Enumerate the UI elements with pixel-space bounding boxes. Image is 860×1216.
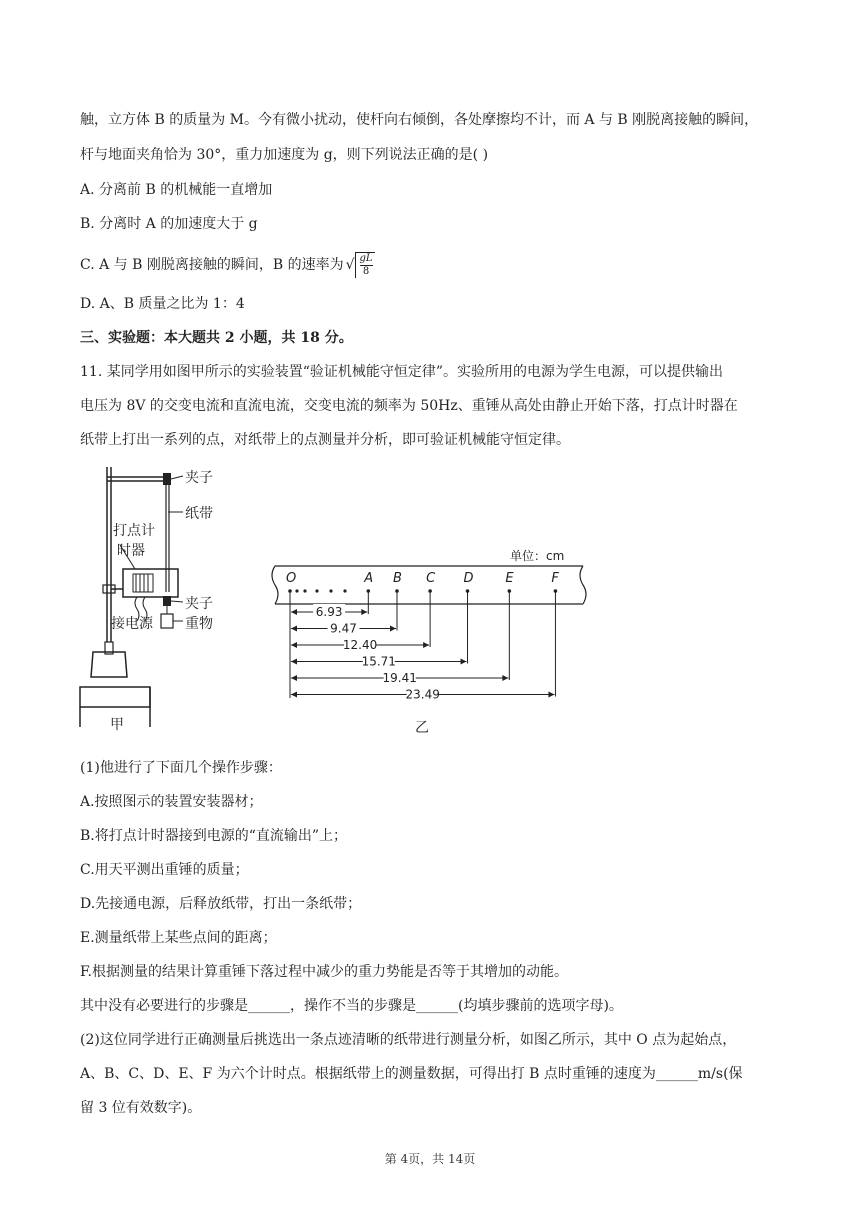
tape-label-O: O xyxy=(286,571,297,586)
figure-caption-jia: 甲 xyxy=(110,717,124,733)
step-f: F.根据测量的结果计算重锤下落过程中减少的重力势能是否等于其增加的动能。 xyxy=(80,964,568,980)
tape-label-F: F xyxy=(551,571,559,586)
page-footer: 第 4页，共 14页 xyxy=(384,1152,476,1166)
label-clip-bottom: 夹子 xyxy=(185,596,213,612)
tape-dot xyxy=(295,589,298,592)
tape-dot xyxy=(303,589,306,592)
tape-dot xyxy=(343,589,346,592)
question-11-line: 纸带上打出一系列的点，对纸带上的点测量并分析，即可验证机械能守恒定律。 xyxy=(80,432,570,448)
part-2-line: 留 3 位有效数字)。 xyxy=(80,1100,202,1116)
option-a: A. 分离前 B 的机械能一直增加 xyxy=(80,182,273,198)
tape-dot xyxy=(329,589,332,592)
label-paper-tape: 纸带 xyxy=(185,506,213,522)
step-d: D.先接通电源，后释放纸带，打出一条纸带； xyxy=(80,896,362,912)
unit-label: 单位：cm xyxy=(510,549,565,563)
distance-label: 9.47 xyxy=(330,621,357,636)
option-c-text: C. A 与 B 刚脱离接触的瞬间，B 的速率为 xyxy=(80,257,344,273)
label-timer-2: 时器 xyxy=(117,543,145,559)
question-text-line: 触，立方体 B 的质量为 M。今有微小扰动，使杆向右倾倒，各处摩擦均不计，而 A 与 B 刚脱离接触的瞬间， xyxy=(80,112,759,128)
question-blank-line: 其中没有必要进行的步骤是______，操作不当的步骤是______(均填步骤前的选项字母)。 xyxy=(80,998,623,1014)
figure-jia-apparatus xyxy=(75,462,265,737)
tape-label-D: D xyxy=(463,571,474,586)
section-heading: 三、实验题：本大题共 2 小题，共 18 分。 xyxy=(80,330,353,346)
option-b: B. 分离时 A 的加速度大于 g xyxy=(80,216,258,232)
tape-dot xyxy=(315,589,318,592)
dimension-arrow xyxy=(291,609,297,615)
distance-label: 12.40 xyxy=(342,638,378,652)
label-weight: 重物 xyxy=(185,616,213,632)
option-c xyxy=(80,252,375,278)
question-11-line: 11. 某同学用如图甲所示的实验装置“验证机械能守恒定律”。实验所用的电源为学生电源，可以提供输出 xyxy=(80,364,724,380)
distance-label: 6.93 xyxy=(315,605,343,619)
step-c: C.用天平测出重锤的质量； xyxy=(80,862,249,878)
label-timer-1: 打点计 xyxy=(113,523,155,539)
question-text-line: 杆与地面夹角恰为 30°，重力加速度为 g，则下列说法正确的是( ) xyxy=(80,147,489,163)
dimension-arrow xyxy=(291,659,297,665)
fraction-denominator: 8 xyxy=(362,266,370,277)
distance-label: 23.49 xyxy=(405,687,440,702)
distance-label: 15.71 xyxy=(361,654,396,669)
distance-label: 19.41 xyxy=(382,671,417,685)
figure-caption-yi: 乙 xyxy=(415,720,429,736)
label-power-supply: 接电源 xyxy=(111,616,153,632)
tape-label-A: A xyxy=(364,571,374,586)
dimension-arrow xyxy=(461,659,467,665)
question-11-line: 电压为 8V 的交变电流和直流电流，交变电流的频率为 50Hz、重锤从高处由静止开始下落，打点计时器在 xyxy=(80,398,738,414)
dimension-arrow xyxy=(291,692,297,698)
sqrt-formula: √ $\frac{gL}{8}$ xyxy=(345,253,373,277)
dimension-arrow xyxy=(361,609,367,615)
dimension-arrow xyxy=(423,642,429,648)
fraction-numerator: gL xyxy=(359,253,373,264)
figure-yi-paper-tape xyxy=(265,540,595,740)
dimension-arrow xyxy=(291,642,297,648)
dimension-arrow xyxy=(548,692,554,698)
dimension-arrow xyxy=(502,675,508,681)
part-2-line: A、B、C、D、E、F 为六个计时点。根据纸带上的测量数据，可得出打 B 点时重锤的速度为______m/s(保 xyxy=(80,1066,743,1082)
tape-label-E: E xyxy=(505,571,514,586)
tape-label-C: C xyxy=(426,571,436,586)
dimension-arrow xyxy=(390,626,396,632)
option-d: D. A、B 质量之比为 1：4 xyxy=(80,296,245,312)
dimension-arrow xyxy=(291,675,297,681)
step-e: E.测量纸带上某些点间的距离； xyxy=(80,930,277,946)
label-clip-top: 夹子 xyxy=(185,470,213,486)
step-a: A.按照图示的装置安装器材； xyxy=(80,794,263,810)
part-2-line: (2)这位同学进行正确测量后挑选出一条点迹清晰的纸带进行测量分析，如图乙所示，其中 O 点为起始点， xyxy=(80,1032,737,1048)
step-b: B.将打点计时器接到电源的“直流输出”上； xyxy=(80,828,348,844)
step-intro: (1)他进行了下面几个操作步骤： xyxy=(80,760,282,776)
dimension-arrow xyxy=(291,626,297,632)
tape-label-B: B xyxy=(393,571,402,586)
